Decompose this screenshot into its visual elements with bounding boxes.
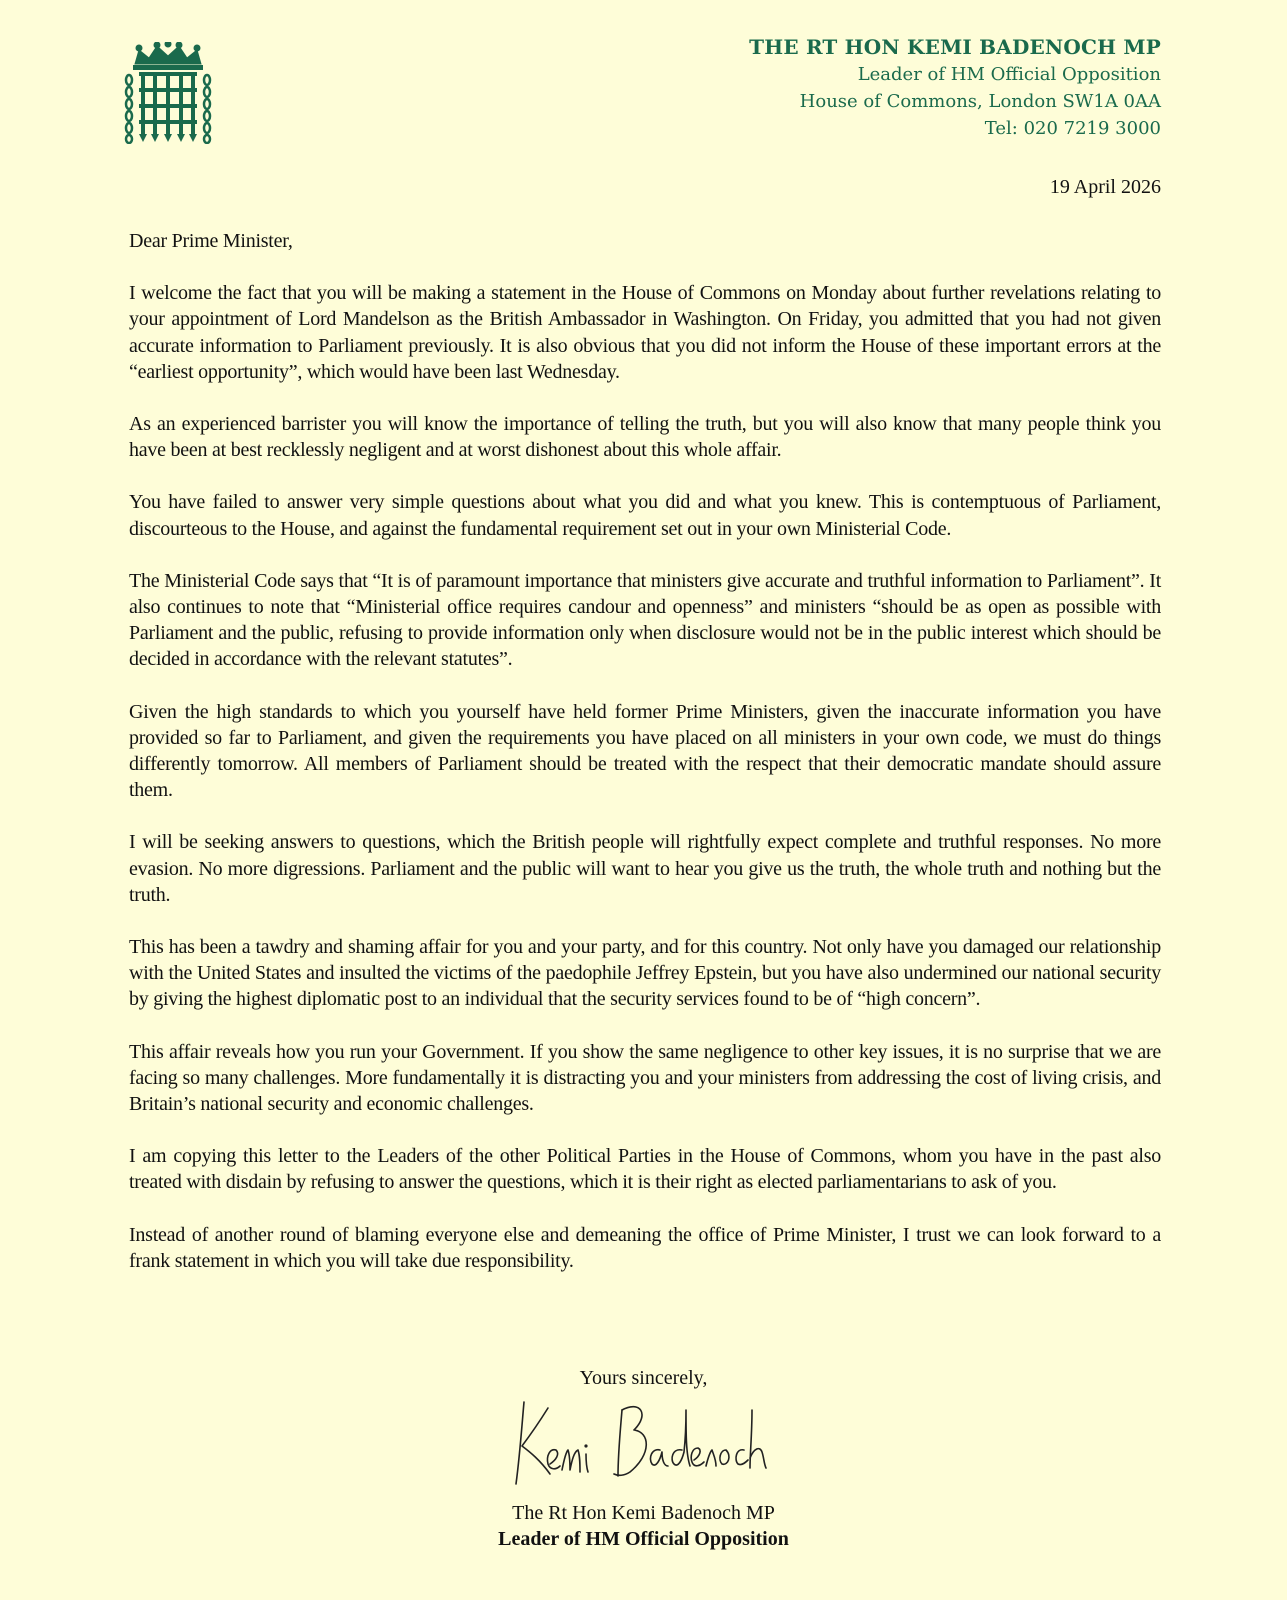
letterhead	[749, 33, 1161, 142]
letter-date: 19 April 2026	[1049, 176, 1161, 198]
paragraph: I welcome the fact that you will be making a statement in the House of Commons on Monday about further revelations relating to your appointment of Lord Mandelson as the British Ambassador in Washington. On Friday, you admitted that you had not given accurate information to Parliament previously. It is also obvious that you did not inform the House of these important errors at the “earliest opportunity”, which would have been last Wednesday.	[129, 282, 1161, 383]
salutation: Dear Prime Minister,	[129, 230, 293, 252]
letterhead-phone: Tel: 020 7219 3000	[984, 118, 1161, 139]
paragraph: This affair reveals how you run your Government. If you show the same negligence to other key issues, it is no surprise that we are facing so many challenges. More fundamentally it is distracting you and your ministers from addressing the cost of living crisis, and Britain’s national security and economic challenges.	[129, 1040, 1161, 1116]
signature	[510, 1394, 780, 1488]
portcullis-icon	[123, 42, 213, 144]
signatory-title: Leader of HM Official Opposition	[498, 1528, 789, 1550]
letter-body	[129, 228, 1161, 1300]
letterhead-address: House of Commons, London SW1A 0AA	[799, 91, 1161, 112]
paragraph: I am copying this letter to the Leaders of the other Political Parties in the House of Commons, whom you have in the past also treated with disdain by refusing to answer the questions, which it is their right as elected parliamentarians to ask of you.	[129, 1145, 1161, 1194]
paragraph: Given the high standards to which you yourself have held former Prime Ministers, given the inaccurate information you have provided so far to Parliament, and given the requirements you have placed on all ministers in your own code, we must do things differently tomorrow. All members of Parliament should be treated with the respect that their democratic mandate should assure them.	[129, 700, 1161, 802]
paragraph: You have failed to answer very simple questions about what you did and what you knew. This is contemptuous of Parliament, discourteous to the House, and against the fundamental requirement set out in your own Ministerial Code.	[129, 491, 1161, 540]
paragraph: This has been a tawdry and shaming affair for you and your party, and for this country. Not only have you damaged our relationship with the United States and insulted the victims of the paedophile Jeffrey Epstein, but you have also undermined our national security by giving the highest diplomatic post to an individual that the security services found to be of “high concern”.	[129, 936, 1161, 1011]
paragraph: I will be seeking answers to questions, which the British people will rightfully expect complete and truthful responses. No more evasion. No more digressions. Parliament and the public will want to hear you give us the truth, the whole truth and nothing but the truth.	[129, 831, 1161, 906]
letterhead-name: THE RT HON KEMI BADENOCH MP	[749, 35, 1161, 59]
signatory-name: The Rt Hon Kemi Badenoch MP	[512, 1502, 775, 1524]
paragraph: Instead of another round of blaming everyone else and demeaning the office of Prime Minister, I trust we can look forward to a frank statement in which you will take due responsibility.	[129, 1223, 1161, 1272]
paragraph: As an experienced barrister you will know the importance of telling the truth, but you will also know that many people think you have been at best recklessly negligent and at worst dishonest about this whole affair.	[129, 413, 1161, 462]
paragraph: The Ministerial Code says that “It is of paramount importance that ministers give accurate and truthful information to Parliament”. It also continues to note that “Ministerial office requires candour and openness” and ministers “should be as open as possible with Parliament and the public, refusing to provide information only when disclosure would not be in the public interest which should be decided in accordance with the relevant statutes”.	[129, 569, 1161, 671]
signoff: Yours sincerely,	[579, 1367, 708, 1389]
letterhead-role: Leader of HM Official Opposition	[857, 64, 1161, 85]
